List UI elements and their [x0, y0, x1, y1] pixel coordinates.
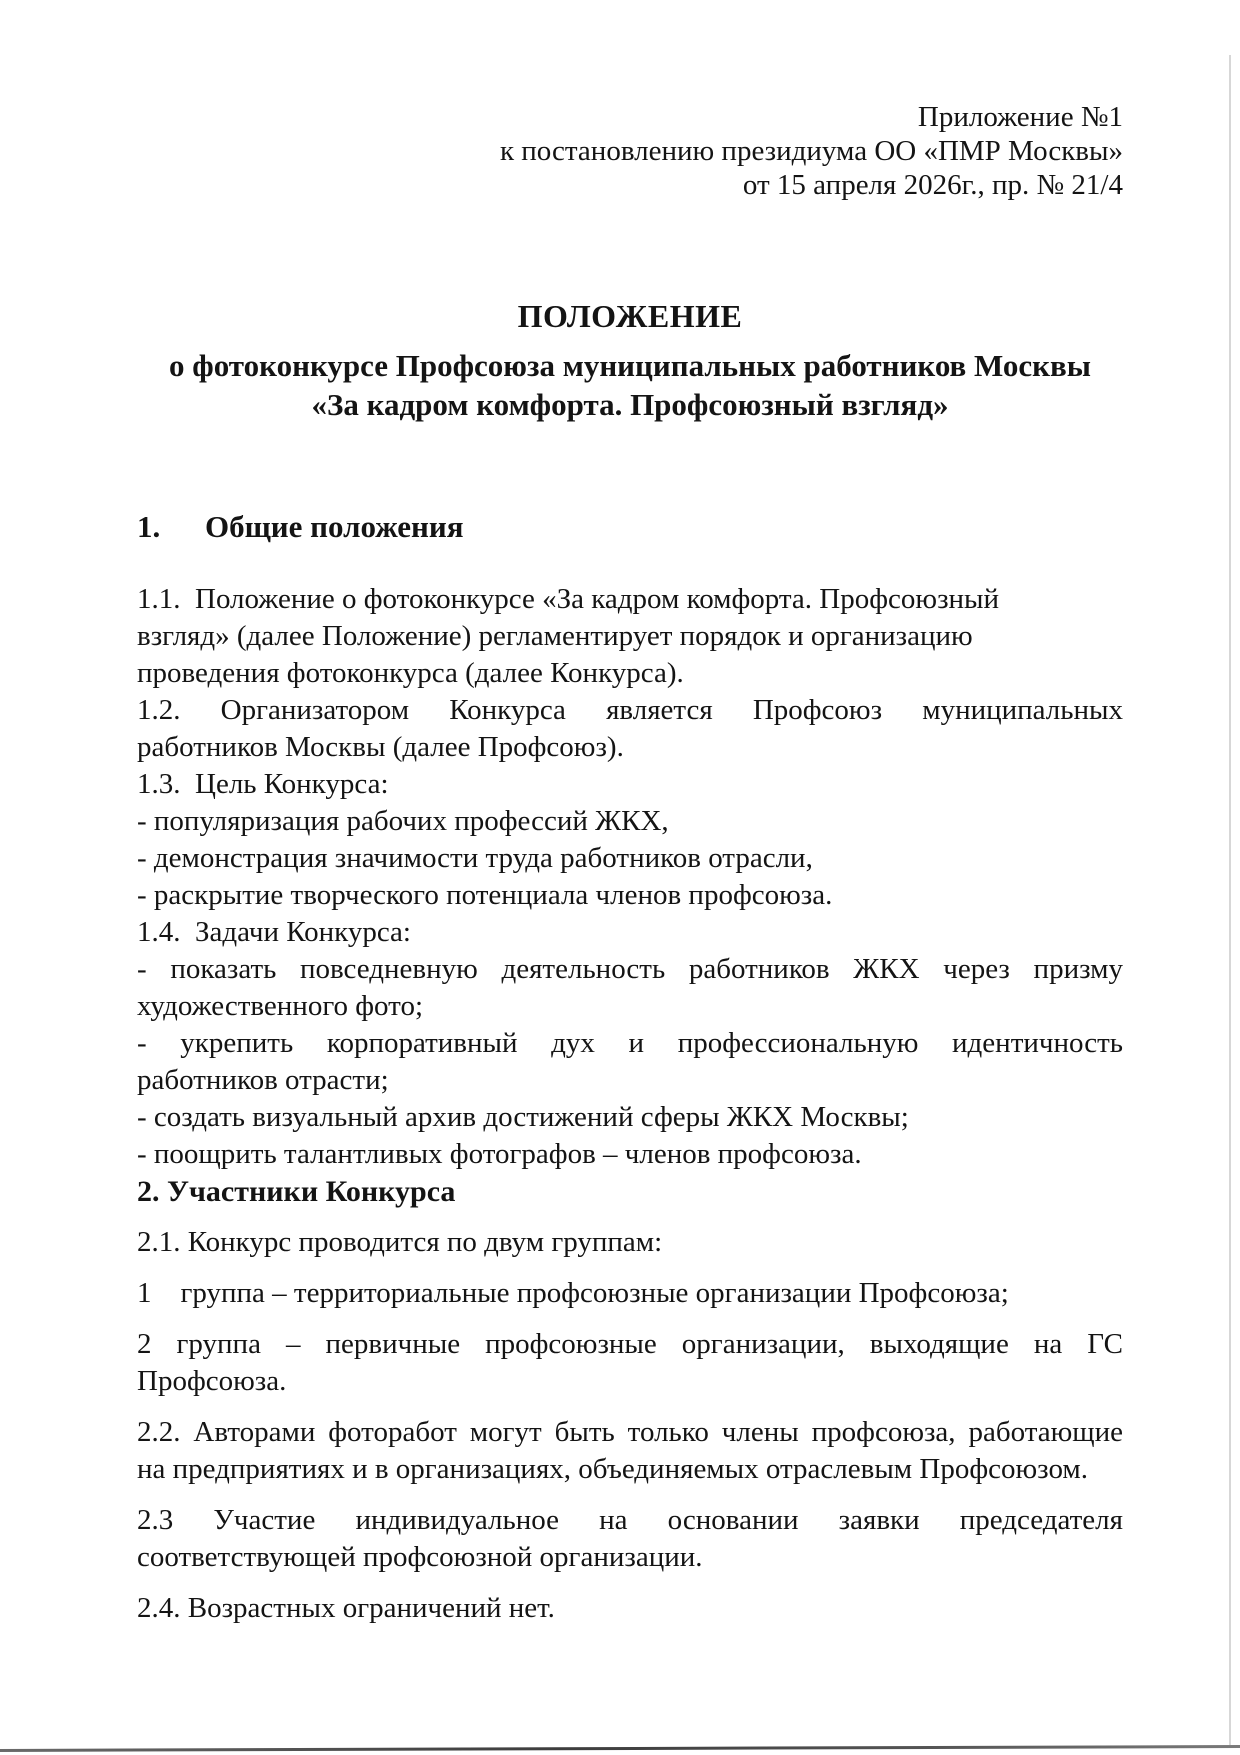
section-heading — [137, 508, 1123, 545]
document-body — [137, 508, 1123, 1627]
section-heading: 2. Участники Конкурса — [137, 1175, 456, 1208]
paragraph — [137, 1099, 1123, 1173]
paragraph — [137, 581, 1123, 692]
paragraph — [137, 1326, 1123, 1400]
text-line: - создать визуальный архив достижений сферы ЖКХ Москвы; — [137, 1101, 909, 1133]
appendix-reference-line: от 15 апреля 2026г., пр. № 21/4 — [742, 169, 1123, 201]
text-line: - показать повседневную деятельность работников ЖКХ через призму — [137, 953, 1123, 985]
text-line: 1.3. Цель Конкурса: — [137, 768, 389, 800]
text-line: 2 группа – первичные профсоюзные организации, выходящие на ГС — [137, 1328, 1123, 1360]
section-number: 1. — [137, 509, 161, 544]
paragraph — [137, 951, 1123, 1025]
text-line: работников Москвы (далее Профсоюз). — [137, 731, 624, 763]
document-title: ПОЛОЖЕНИЕ — [517, 298, 743, 334]
appendix-reference-line: Приложение №1 — [917, 101, 1123, 133]
text-line: - поощрить талантливых фотографов – членов профсоюза. — [137, 1138, 862, 1170]
paragraph — [137, 1224, 1123, 1261]
paragraph — [137, 914, 1123, 951]
scan-artifact-edge-line — [1229, 55, 1231, 1745]
paragraph — [137, 1590, 1123, 1627]
text-line: - демонстрация значимости труда работников отрасли, — [137, 842, 813, 874]
text-line: 2.4. Возрастных ограничений нет. — [137, 1592, 555, 1624]
text-line: проведения фотоконкурса (далее Конкурса). — [137, 657, 684, 689]
paragraph — [137, 1414, 1123, 1488]
paragraph — [137, 1275, 1123, 1312]
text-line: 2.3 Участие индивидуальное на основании заявки председателя — [137, 1504, 1123, 1536]
section-heading-label: Общие положения — [205, 509, 464, 544]
text-line: - укрепить корпоративный дух и профессиональную идентичность — [137, 1027, 1123, 1059]
paragraph — [137, 1025, 1123, 1099]
document-subtitle-line: «За кадром комфорта. Профсоюзный взгляд» — [311, 387, 949, 422]
text-line: Профсоюза. — [137, 1365, 287, 1397]
text-line: 1.4. Задачи Конкурса: — [137, 916, 411, 948]
paragraph — [137, 1502, 1123, 1576]
text-line: 1.1. Положение о фотоконкурсе «За кадром комфорта. Профсоюзный — [137, 583, 1000, 615]
text-line: взгляд» (далее Положение) регламентирует порядок и организацию — [137, 620, 973, 652]
paragraph — [137, 803, 1123, 914]
text-line: соответствующей профсоюзной организации. — [137, 1541, 703, 1573]
appendix-reference-line: к постановлению президиума ОО «ПМР Москвы» — [499, 135, 1123, 167]
scan-artifact-bottom-line — [0, 1745, 1240, 1752]
text-line: на предприятиях и в организациях, объединяемых отраслевым Профсоюзом. — [137, 1453, 1089, 1485]
text-line: 1.2. Организатором Конкурса является Профсоюз муниципальных — [137, 694, 1123, 726]
text-line: - раскрытие творческого потенциала членов профсоюза. — [137, 879, 833, 911]
document-page — [137, 0, 1123, 1627]
text-line: 1 группа – территориальные профсоюзные организации Профсоюза; — [137, 1277, 1009, 1309]
text-line: художественного фото; — [137, 990, 424, 1022]
text-line: 2.1. Конкурс проводится по двум группам: — [137, 1226, 663, 1258]
paragraph — [137, 766, 1123, 803]
text-line: 2.2. Авторами фоторабот могут быть только члены профсоюза, работающие — [137, 1416, 1123, 1448]
text-line: работников отрасти; — [137, 1064, 389, 1096]
appendix-reference — [137, 100, 1123, 202]
paragraph — [137, 692, 1123, 766]
document-subtitle-line: о фотоконкурсе Профсоюза муниципальных работников Москвы — [169, 348, 1091, 383]
text-line: - популяризация рабочих профессий ЖКХ, — [137, 805, 669, 837]
document-subtitle — [137, 346, 1123, 424]
